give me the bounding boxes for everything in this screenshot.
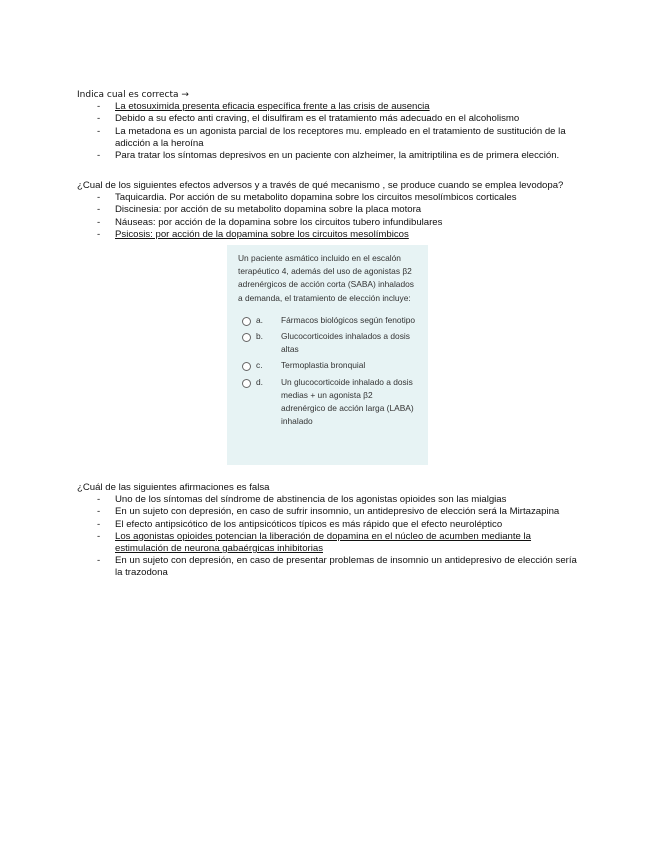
option-item[interactable]: - El efecto antipsicótico de los antipsicóticos típicos es más rápido que el efecto neuroléptico — [77, 519, 577, 531]
option-item[interactable]: - En un sujeto con depresión, en caso de presentar problemas de insomnio un antidepresivo de elección sería la trazodona — [77, 555, 577, 579]
card-option[interactable] — [238, 376, 418, 429]
option-item[interactable]: - La etosuximida presenta eficacia específica frente a las crisis de ausencia — [77, 101, 577, 113]
option-letter: a. — [256, 314, 263, 325]
embedded-question-card — [227, 245, 428, 465]
option-item[interactable]: - Debido a su efecto anti craving, el disulfiram es el tratamiento más adecuado en el alcoholismo — [77, 113, 577, 125]
option-item[interactable]: - Psicosis: por acción de la dopamina sobre los circuitos mesolímbicos — [77, 229, 577, 241]
option-item[interactable]: - Taquicardia. Por acción de su metabolito dopamina sobre los circuitos mesolímbicos corticales — [77, 192, 577, 204]
card-question-text: Un paciente asmático incluido en el escalón terapéutico 4, además del uso de agonistas β2 adrenérgicos de acción corta (SABA) inhalados a demanda, el tratamiento de elección incluye: — [238, 253, 414, 303]
option-letter: d. — [256, 376, 263, 387]
radio-icon[interactable] — [242, 317, 251, 326]
option-text: Un glucocorticoide inhalado a dosis medias + un agonista β2 adrenérgico de acción larga (LABA) inhalado — [281, 376, 414, 427]
option-text: Termoplastia bronquial — [281, 360, 366, 371]
option-text: Fármacos biológicos según fenotipo — [281, 314, 416, 325]
question-2-title: ¿Cual de los siguientes efectos adversos y a través de qué mecanismo , se produce cuando se emplea levodopa? — [77, 180, 564, 191]
question-1 — [77, 89, 577, 162]
question-1-options — [77, 101, 577, 162]
option-item[interactable]: - La metadona es un agonista parcial de los receptores mu. empleado en el tratamiento de sustitución de la adicción a la heroína — [77, 126, 577, 150]
option-item[interactable]: - Los agonistas opioides potencian la liberación de dopamina en el núcleo de acumben mediante la estimulación de neurona gabaérgicas inhibitorias — [77, 531, 577, 555]
question-3 — [77, 482, 577, 580]
radio-icon[interactable] — [242, 333, 251, 342]
question-2-options — [77, 192, 577, 241]
option-item[interactable]: - Discinesia: por acción de su metabolito dopamina sobre la placa motora — [77, 204, 577, 216]
option-item[interactable]: - Uno de los síntomas del síndrome de abstinencia de los agonistas opioides son las mialgias — [77, 494, 577, 506]
option-item[interactable]: - Para tratar los síntomas depresivos en un paciente con alzheimer, la amitriptilina es de primera elección. — [77, 150, 577, 162]
card-option[interactable] — [238, 359, 418, 372]
option-letter: c. — [256, 360, 263, 371]
option-text: Glucocorticoides inhalados a dosis altas — [281, 331, 410, 355]
card-option[interactable] — [238, 330, 418, 356]
question-3-options — [77, 494, 577, 579]
radio-icon[interactable] — [242, 379, 251, 388]
option-letter: b. — [256, 331, 263, 342]
question-3-title: ¿Cuál de las siguientes afirmaciones es falsa — [77, 482, 270, 493]
radio-icon[interactable] — [242, 362, 251, 371]
question-1-title: Indica cual es correcta → — [77, 90, 189, 100]
option-item[interactable]: - Náuseas: por acción de la dopamina sobre los circuitos tubero infundibulares — [77, 217, 577, 229]
option-item[interactable]: - En un sujeto con depresión, en caso de sufrir insomnio, un antidepresivo de elección será la Mirtazapina — [77, 506, 577, 518]
question-2 — [77, 180, 577, 241]
card-option[interactable] — [238, 314, 418, 327]
